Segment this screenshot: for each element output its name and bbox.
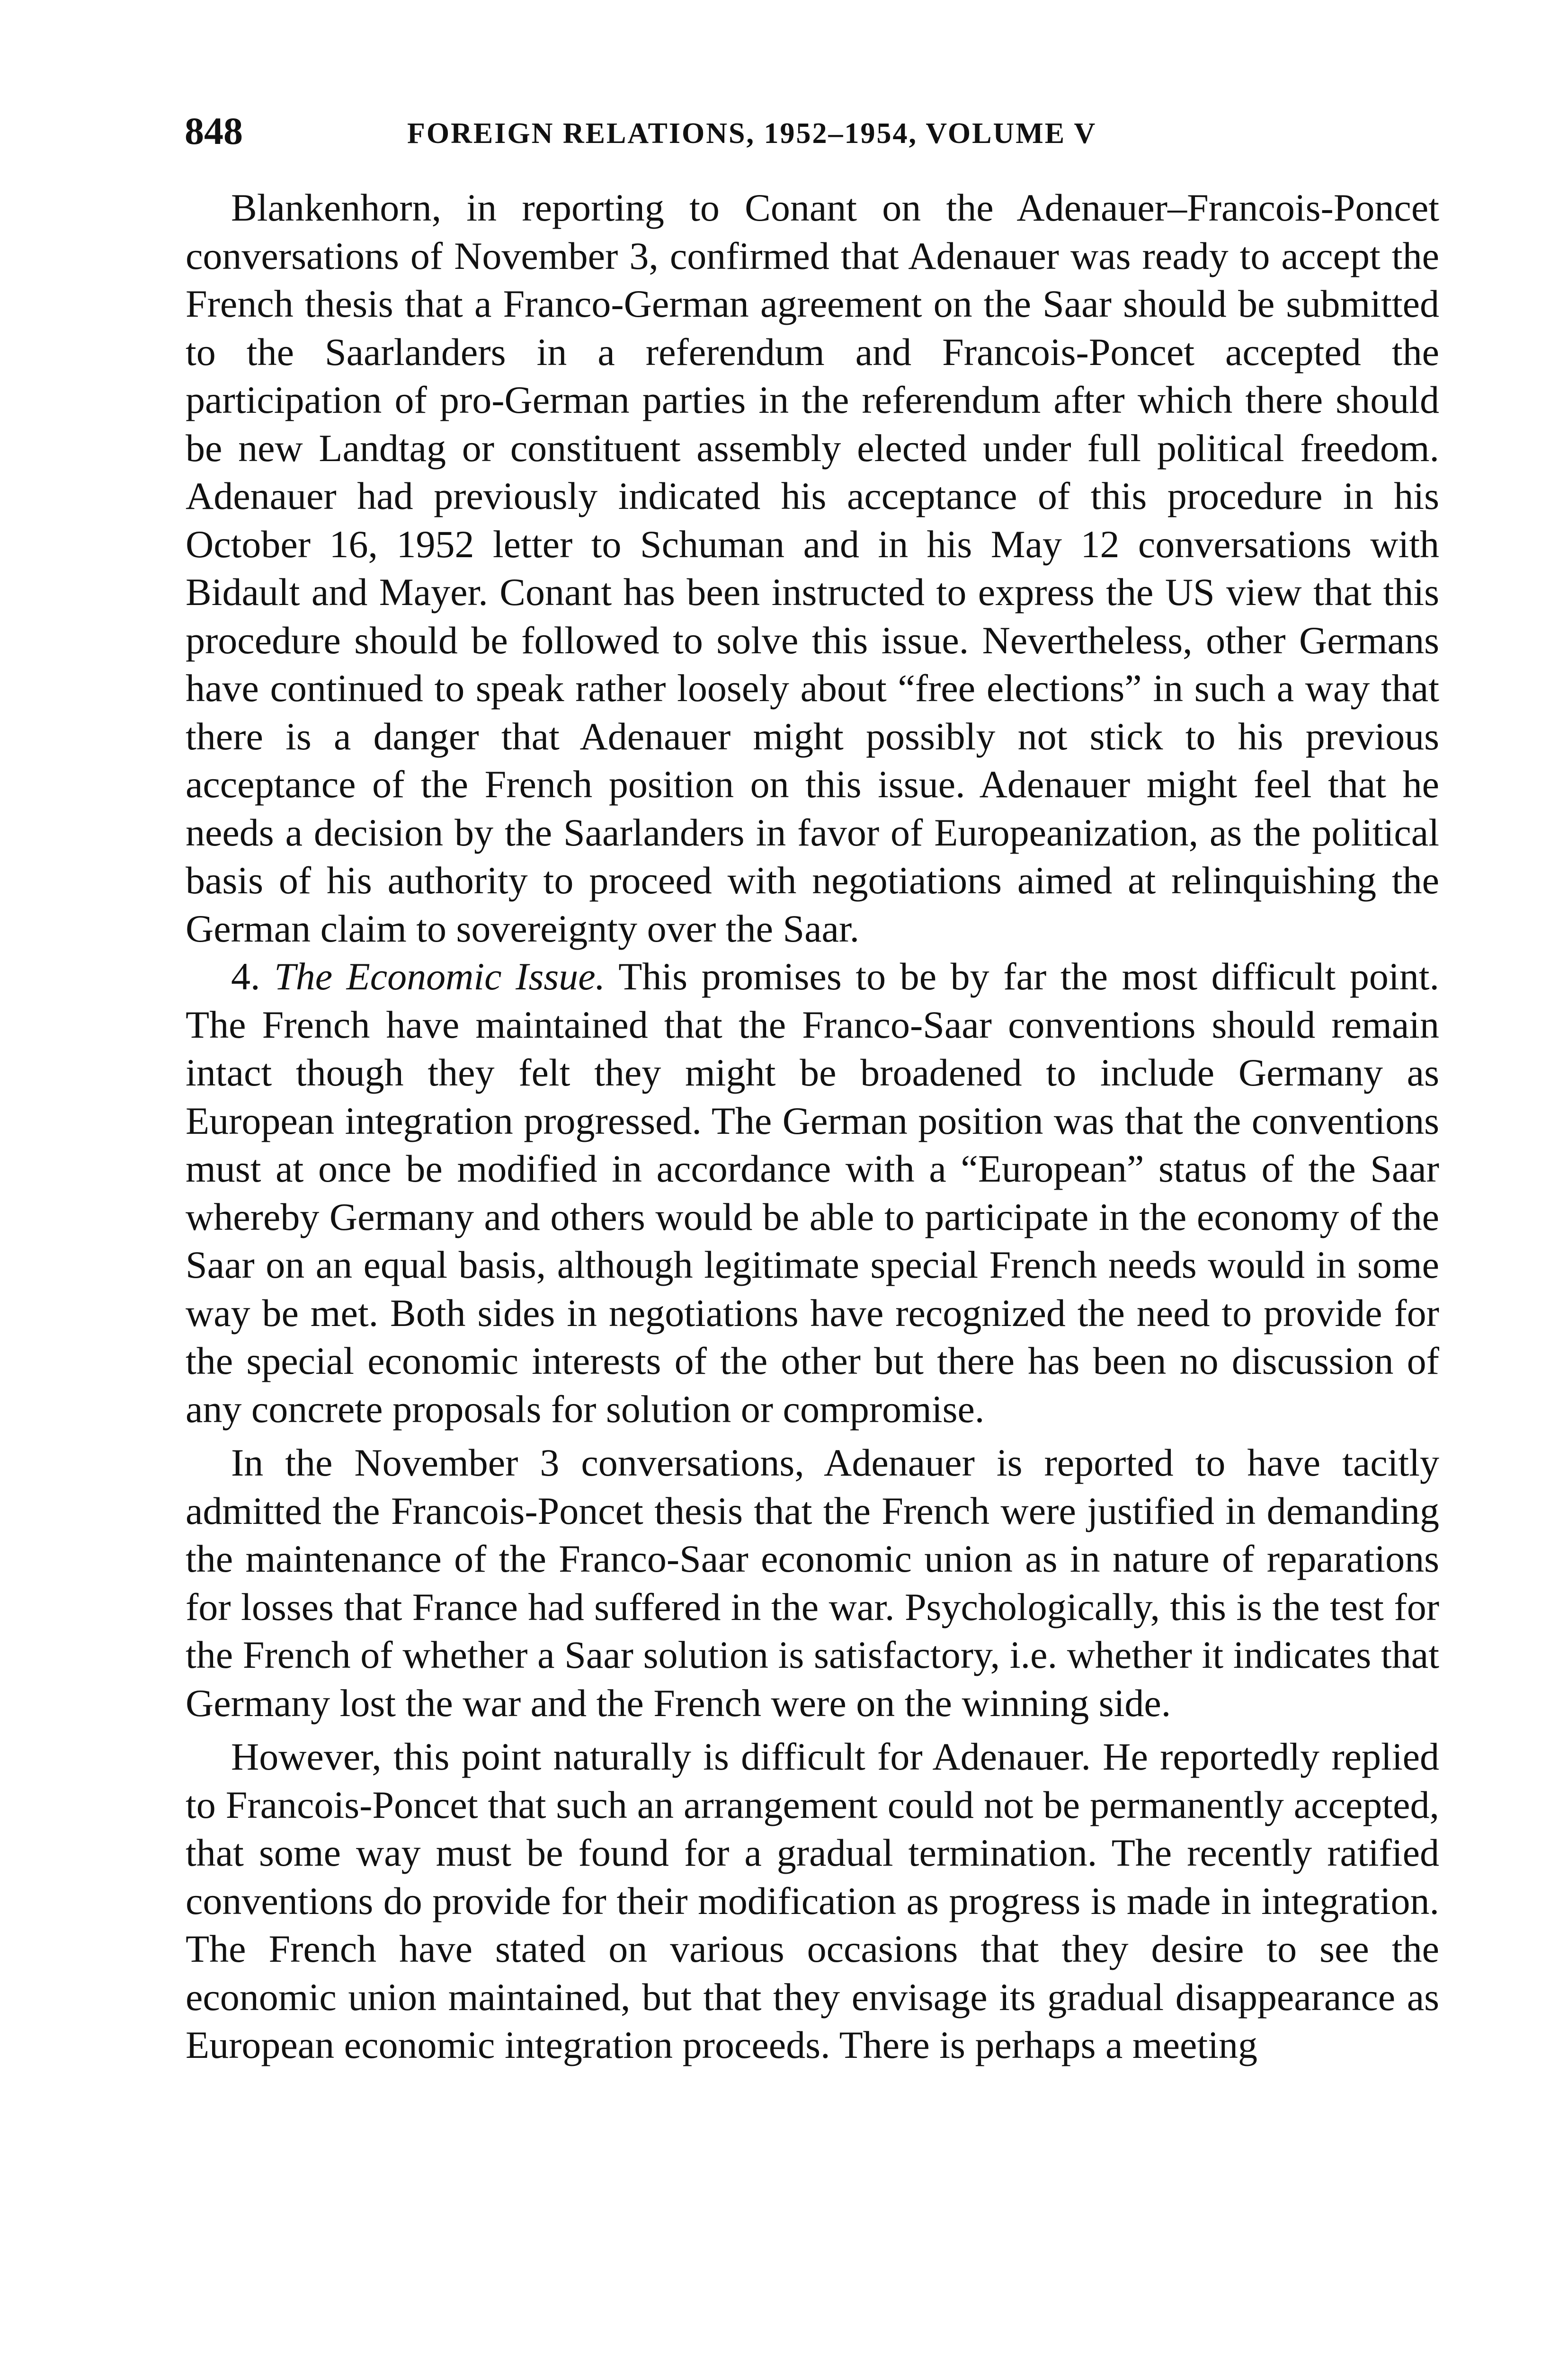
paragraph-saar-referendum [186, 184, 1439, 952]
paragraph-text: In the November 3 conversations, Adenauer is reported to have tacitly admitted the Francois-Poncet thesis that the French were justified in demanding the maintenance of the Franco-Saar economic union as in nature of reparations for losses that France had suffered in the war. Psychologically, this is the test for the French of whether a Saar solution is satisfactory, i.e. whether it indicates that Germany lost the war and the French were on the winning side. [186, 1441, 1439, 1725]
page-number: 848 [185, 109, 243, 152]
paragraph-november-conversations [186, 1439, 1439, 1727]
paragraph-text: However, this point naturally is difficult for Adenauer. He reportedly replied to Francois-Poncet that such an arrangement could not be permanently accepted, that some way must be found for a gradual termination. The recently ratified conventions do provide for their modification as progress is made in integration. The French have stated on various occasions that they desire to see the economic union maintained, but that they envisage its gradual disappearance as European economic integration proceeds. There is perhaps a meeting [186, 1735, 1439, 2066]
section-number: 4. [231, 955, 260, 998]
page-header [185, 105, 1269, 157]
paragraph-adenauer-difficulty [186, 1733, 1439, 2069]
body-text [186, 184, 1439, 2367]
paragraph-text: This promises to be by far the most difficult point. The French have maintained that the Franco-Saar conventions should remain intact though they felt they might be broadened to include Germany as European integration progressed. The German position was that the conventions must at once be modified in accordance with a “European” status of the Saar whereby Germany and others would be able to participate in the economy of the Saar on an equal basis, although legitimate special French needs would in some way be met. Both sides in negotiations have recognized the need to provide for the special economic interests of the other but there has been no discussion of any concrete proposals for solution or compromise. [186, 955, 1439, 1431]
running-title: FOREIGN RELATIONS, 1952–1954, VOLUME V [407, 117, 1097, 150]
paragraph-text: Blankenhorn, in reporting to Conant on the Adenauer–Francois-Poncet conversations of November 3, confirmed that Adenauer was ready to accept the French thesis that a Franco-German agreement on the Saar should be submitted to the Saarlanders in a referendum and Francois-Poncet accepted the participation of pro-German parties in the referendum after which there should be new Landtag or constituent assembly elected under full political freedom. Adenauer had previously indicated his acceptance of this procedure in his October 16, 1952 letter to Schuman and in his May 12 conversations with Bidault and Mayer. Conant has been instructed to express the US view that this procedure should be followed to solve this issue. Nevertheless, other Germans have continued to speak rather loosely about “free elections” in such a way that there is a danger that Adenauer might possibly not stick to his previous acceptance of the French position on this issue. Adenauer might feel that he needs a decision by the Saarlanders in favor of Europeanization, as the political basis of his authority to proceed with negotiations aimed at relinquishing the German claim to sovereignty over the Saar. [186, 186, 1439, 950]
paragraph-economic-issue [186, 952, 1439, 1433]
section-heading: The Economic Issue. [274, 955, 606, 998]
